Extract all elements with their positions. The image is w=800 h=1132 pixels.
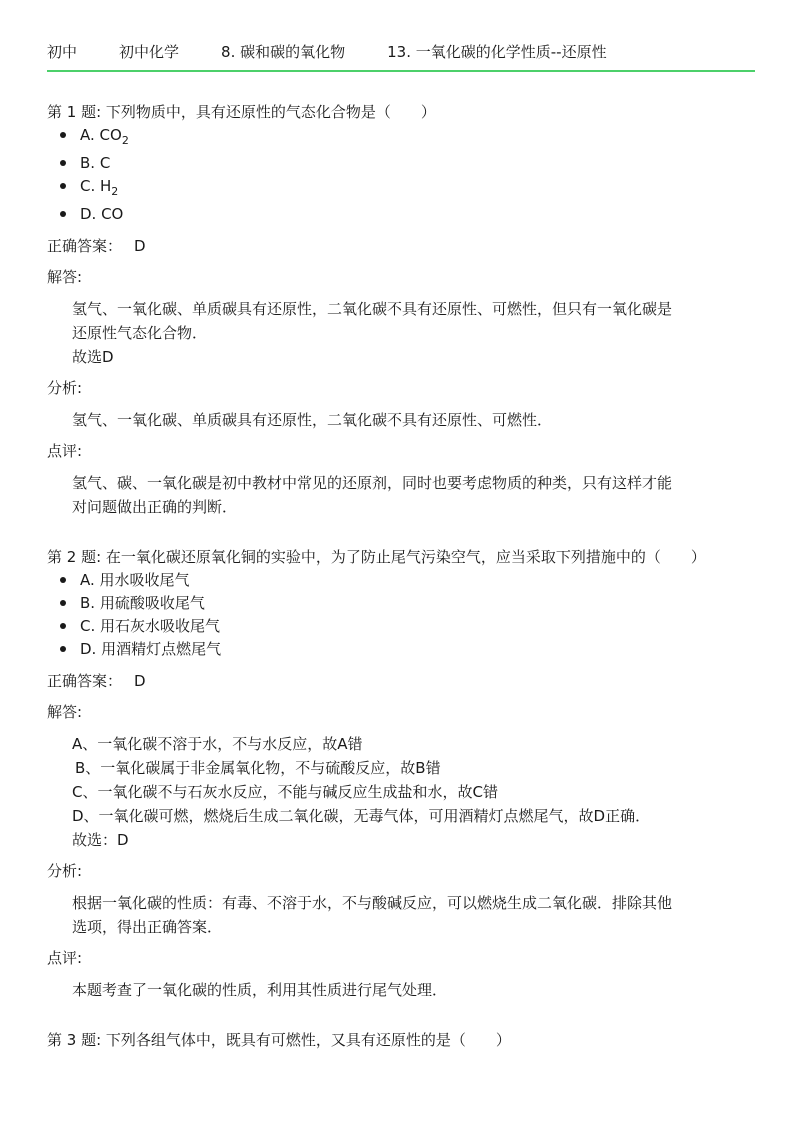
question-2 xyxy=(47,545,755,1002)
option-b xyxy=(58,152,755,175)
bullet-icon xyxy=(60,132,66,138)
solution-text xyxy=(72,297,755,369)
question-3 xyxy=(47,1028,755,1052)
bullet-icon xyxy=(60,160,66,166)
comment-text xyxy=(72,471,755,519)
comment-line: 氢气、碳、一氧化碳是初中教材中常见的还原剂，同时也要考虑物质的种类，只有这样才能 xyxy=(72,474,673,492)
answer-label: 正确答案： xyxy=(47,672,123,690)
solution-line: B、一氧化碳属于非金属氧化物，不与硫酸反应，故B错 xyxy=(75,759,441,777)
question-title: 第 1 题: 下列物质中，具有还原性的气态化合物是（ ） xyxy=(47,103,436,121)
bullet-icon xyxy=(60,623,66,629)
breadcrumb xyxy=(47,36,755,66)
option-subscript: 2 xyxy=(111,185,119,198)
option-a xyxy=(58,124,755,152)
analysis-line: 选项，得出正确答案． xyxy=(72,918,223,936)
bullet-icon xyxy=(60,183,66,189)
analysis-line: 根据一氧化碳的性质：有毒、不溶于水，不与酸碱反应，可以燃烧生成二氧化碳．排除其他 xyxy=(72,894,673,912)
solution-line: 故选D xyxy=(72,348,114,366)
option-subscript: 2 xyxy=(121,134,129,147)
comment-text xyxy=(72,978,755,1002)
option-label: A. CO xyxy=(80,126,122,144)
correct-answer xyxy=(47,234,755,258)
option-d xyxy=(58,638,755,661)
option-d xyxy=(58,203,755,226)
solution-line: C、一氧化碳不与石灰水反应，不能与碱反应生成盐和水，故C错 xyxy=(72,783,498,801)
bullet-icon xyxy=(60,600,66,606)
answer-value: D xyxy=(134,237,146,255)
bullet-icon xyxy=(60,577,66,583)
answer-value: D xyxy=(134,672,146,690)
question-title: 第 2 题: 在一氧化碳还原氧化铜的实验中，为了防止尾气污染空气，应当采取下列措施中的（ ） xyxy=(47,548,706,566)
document-page xyxy=(47,0,755,1052)
option-c xyxy=(58,615,755,638)
breadcrumb-subject[interactable]: 初中化学 xyxy=(119,42,180,61)
comment-line: 对问题做出正确的判断． xyxy=(72,498,238,516)
option-label: C. H xyxy=(80,177,112,195)
option-label: C. 用石灰水吸收尾气 xyxy=(80,617,221,635)
solution-label: 解答: xyxy=(47,703,83,721)
comment-label: 点评: xyxy=(47,442,83,460)
option-b xyxy=(58,592,755,615)
answer-label: 正确答案： xyxy=(47,237,123,255)
option-label: B. 用硫酸吸收尾气 xyxy=(80,594,205,612)
option-list xyxy=(47,124,755,226)
option-list xyxy=(47,569,755,661)
option-a xyxy=(58,569,755,592)
option-label: B. C xyxy=(80,154,111,172)
bullet-icon xyxy=(60,211,66,217)
analysis-label: 分析: xyxy=(47,379,83,397)
bullet-icon xyxy=(60,646,66,652)
analysis-text xyxy=(72,408,755,432)
option-label: D. CO xyxy=(80,205,124,223)
analysis-text xyxy=(72,891,755,939)
question-title: 第 3 题: 下列各组气体中，既具有可燃性，又具有还原性的是（ ） xyxy=(47,1031,511,1049)
breadcrumb-topic[interactable]: 13. 一氧化碳的化学性质--还原性 xyxy=(387,42,607,61)
solution-line: D、一氧化碳可燃，燃烧后生成二氧化碳，无毒气体，可用酒精灯点燃尾气，故D正确． xyxy=(72,807,651,825)
solution-label: 解答: xyxy=(47,268,83,286)
comment-label: 点评: xyxy=(47,949,83,967)
solution-line: 故选：D xyxy=(72,831,129,849)
breadcrumb-chapter[interactable]: 8. 碳和碳的氧化物 xyxy=(221,42,346,61)
header-divider xyxy=(47,70,755,72)
option-label: D. 用酒精灯点燃尾气 xyxy=(80,640,222,658)
question-1 xyxy=(47,100,755,519)
solution-line: 氢气、一氧化碳、单质碳具有还原性，二氧化碳不具有还原性、可燃性，但只有一氧化碳是 xyxy=(72,300,673,318)
comment-line: 本题考查了一氧化碳的性质，利用其性质进行尾气处理． xyxy=(72,981,448,999)
analysis-label: 分析: xyxy=(47,862,83,880)
solution-text xyxy=(72,732,755,852)
option-label: A. 用水吸收尾气 xyxy=(80,571,190,589)
option-c xyxy=(58,175,755,203)
analysis-line: 氢气、一氧化碳、单质碳具有还原性，二氧化碳不具有还原性、可燃性． xyxy=(72,411,553,429)
correct-answer xyxy=(47,669,755,693)
solution-line: A、一氧化碳不溶于水，不与水反应，故A错 xyxy=(72,735,363,753)
solution-line: 还原性气态化合物． xyxy=(72,324,208,342)
breadcrumb-level[interactable]: 初中 xyxy=(47,42,78,61)
